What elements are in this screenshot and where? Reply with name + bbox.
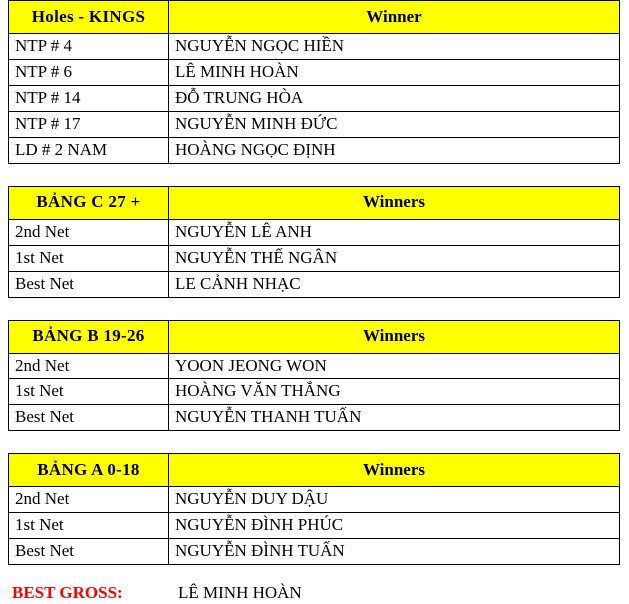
- table-row: [9, 59, 620, 85]
- row-label: Best Net: [9, 539, 169, 565]
- results-table-bang-c: [8, 186, 620, 298]
- best-gross-value: LÊ MINH HOÀN: [178, 583, 302, 603]
- header-label-winners: Winners: [169, 186, 620, 219]
- row-value: NGUYỄN MINH ĐỨC: [169, 111, 620, 137]
- row-value: LE CẢNH NHẠC: [169, 271, 620, 297]
- table-header-row: [9, 320, 620, 353]
- row-value: NGUYỄN NGỌC HIỀN: [169, 34, 620, 60]
- row-label: NTP # 6: [9, 59, 169, 85]
- results-table-bang-b: [8, 320, 620, 432]
- row-value: NGUYỄN THẾ NGÂN: [169, 245, 620, 271]
- results-table-kings: [8, 0, 620, 164]
- table-row: [9, 353, 620, 379]
- table-row: [9, 271, 620, 297]
- row-value: YOON JEONG WON: [169, 353, 620, 379]
- row-label: 2nd Net: [9, 353, 169, 379]
- best-gross-label: BEST GROSS:: [12, 583, 123, 603]
- table-row: [9, 405, 620, 431]
- section-spacer: [0, 431, 629, 453]
- row-value: NGUYỄN ĐÌNH PHÚC: [169, 513, 620, 539]
- row-label: 2nd Net: [9, 487, 169, 513]
- table-row: [9, 34, 620, 60]
- table-row: [9, 487, 620, 513]
- table-row: [9, 245, 620, 271]
- row-value: NGUYỄN THANH TUẤN: [169, 405, 620, 431]
- row-label: LD # 2 NAM: [9, 137, 169, 163]
- table-header-row: [9, 1, 620, 34]
- row-value: LÊ MINH HOÀN: [169, 59, 620, 85]
- header-label-holes-kings: Holes - KINGS: [9, 1, 169, 34]
- table-row: [9, 379, 620, 405]
- header-label-bang-c: BẢNG C 27 +: [9, 186, 169, 219]
- section-spacer: [0, 298, 629, 320]
- table-row: [9, 85, 620, 111]
- row-label: NTP # 17: [9, 111, 169, 137]
- header-label-winners: Winners: [169, 320, 620, 353]
- row-value: NGUYỄN LÊ ANH: [169, 219, 620, 245]
- row-value: HOÀNG NGỌC ĐỊNH: [169, 137, 620, 163]
- header-label-winners: Winners: [169, 454, 620, 487]
- table-row: [9, 111, 620, 137]
- table-row: [9, 219, 620, 245]
- row-label: NTP # 4: [9, 34, 169, 60]
- row-label: NTP # 14: [9, 85, 169, 111]
- row-value: NGUYỄN ĐÌNH TUẤN: [169, 539, 620, 565]
- header-label-bang-a: BẢNG A 0-18: [9, 454, 169, 487]
- row-label: 1st Net: [9, 245, 169, 271]
- row-value: HOÀNG VĂN THẮNG: [169, 379, 620, 405]
- header-label-bang-b: BẢNG B 19-26: [9, 320, 169, 353]
- row-value: NGUYỄN DUY DẬU: [169, 487, 620, 513]
- row-value: ĐỖ TRUNG HÒA: [169, 85, 620, 111]
- row-label: 1st Net: [9, 379, 169, 405]
- row-label: Best Net: [9, 271, 169, 297]
- table-row: [9, 137, 620, 163]
- table-header-row: [9, 454, 620, 487]
- section-spacer: [0, 565, 629, 583]
- section-spacer: [0, 164, 629, 186]
- table-row: [9, 539, 620, 565]
- best-gross-row: [0, 583, 629, 603]
- row-label: 2nd Net: [9, 219, 169, 245]
- header-label-winner: Winner: [169, 1, 620, 34]
- row-label: 1st Net: [9, 513, 169, 539]
- table-row: [9, 513, 620, 539]
- row-label: Best Net: [9, 405, 169, 431]
- results-table-bang-a: [8, 453, 620, 565]
- table-header-row: [9, 186, 620, 219]
